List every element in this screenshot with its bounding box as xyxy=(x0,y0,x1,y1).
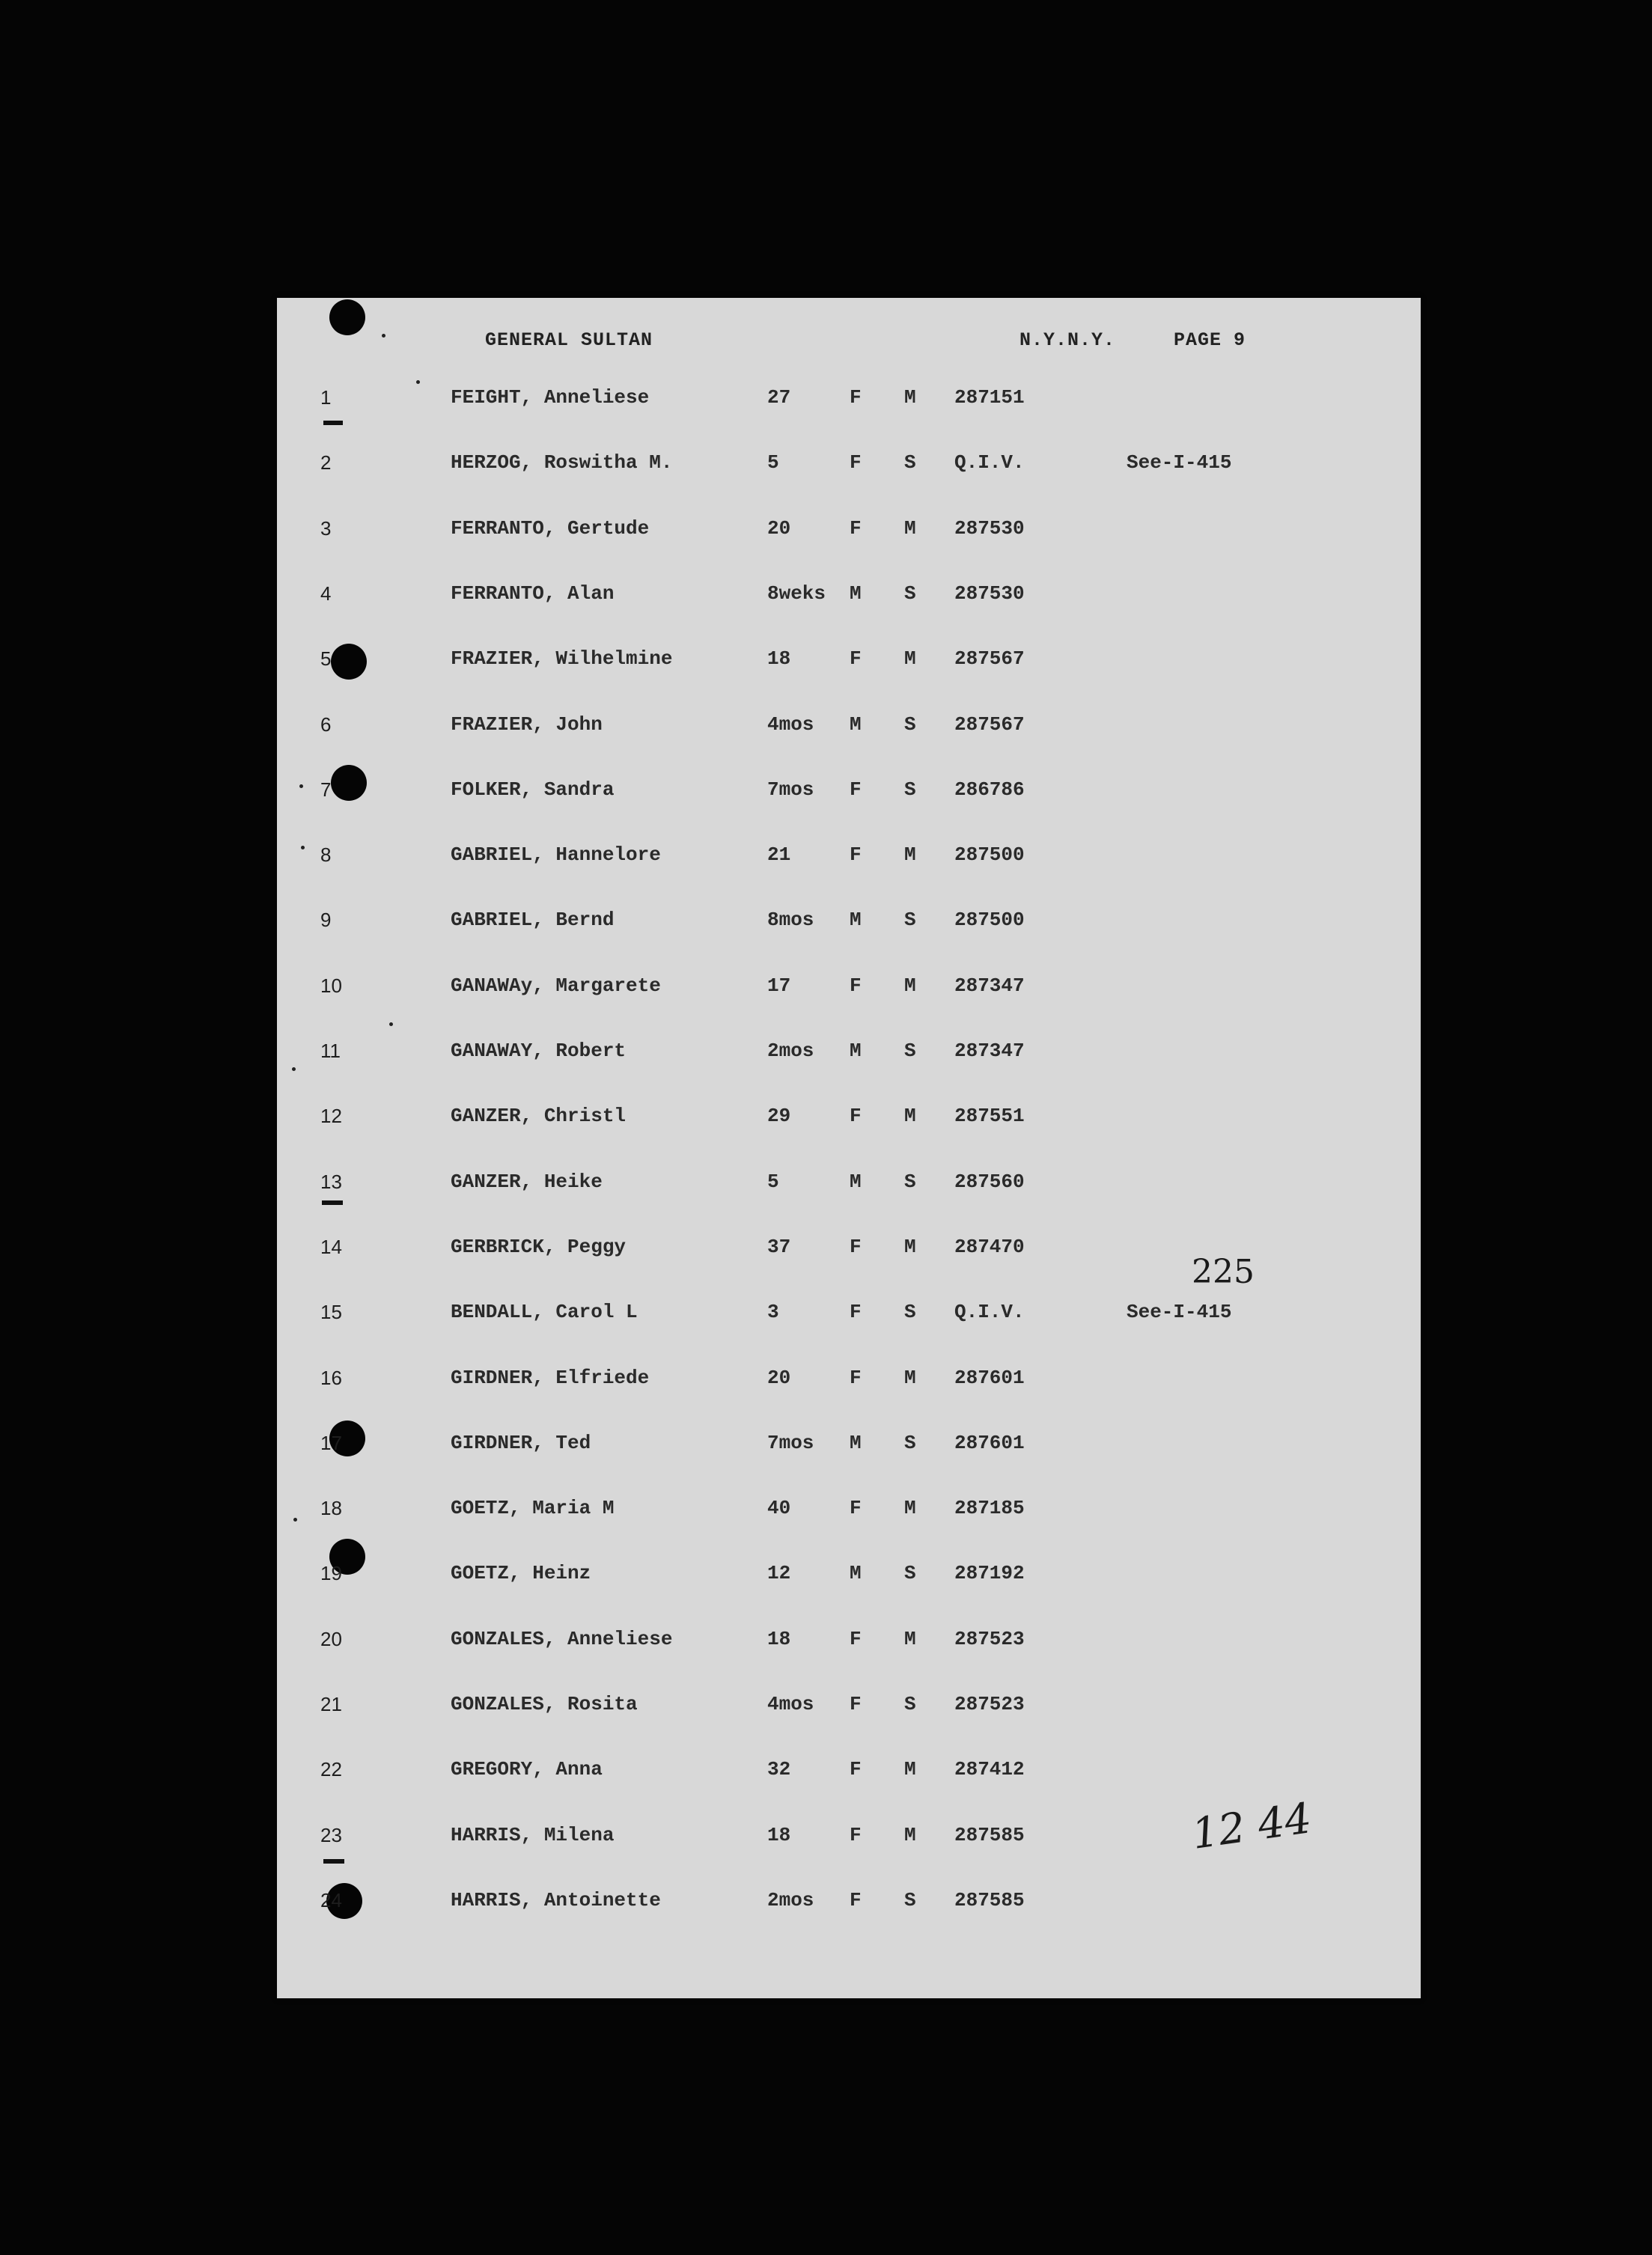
line-number: 7 xyxy=(320,778,332,801)
cross-reference-note: See-I-415 xyxy=(1127,1301,1232,1324)
passenger-sex: M xyxy=(850,1562,862,1585)
certificate-number: 287523 xyxy=(954,1627,1025,1650)
passenger-age: 5 xyxy=(767,1170,779,1193)
table-row xyxy=(277,386,1421,416)
marital-status: S xyxy=(904,778,916,801)
marital-status: M xyxy=(904,516,916,540)
passenger-sex: F xyxy=(850,516,862,540)
table-row xyxy=(277,1171,1421,1200)
certificate-number: 287523 xyxy=(954,1693,1025,1715)
passenger-name: GOETZ, Heinz xyxy=(451,1562,591,1585)
certificate-number: 287192 xyxy=(954,1562,1025,1585)
passenger-sex: F xyxy=(850,1627,862,1650)
scan-speck xyxy=(382,334,385,338)
table-row xyxy=(277,647,1421,677)
passenger-age: 18 xyxy=(767,1823,791,1846)
certificate-number: 287500 xyxy=(954,843,1025,867)
line-number: 22 xyxy=(320,1758,342,1781)
table-row xyxy=(277,1040,1421,1069)
passenger-sex: F xyxy=(850,974,862,997)
marital-status: S xyxy=(904,1301,916,1324)
marital-status: M xyxy=(904,1758,916,1781)
marital-status: M xyxy=(904,647,916,671)
passenger-sex: F xyxy=(850,451,862,475)
manifest-page xyxy=(277,298,1421,1998)
certificate-number: 287412 xyxy=(954,1758,1025,1781)
passenger-age: 32 xyxy=(767,1758,791,1781)
line-number: 3 xyxy=(320,516,332,540)
line-number: 2 xyxy=(320,451,332,475)
table-row xyxy=(277,1432,1421,1462)
passenger-name: GIRDNER, Elfriede xyxy=(451,1366,650,1389)
line-number: 18 xyxy=(320,1497,342,1520)
punch-hole xyxy=(329,299,365,335)
line-number: 16 xyxy=(320,1366,342,1389)
line-number: 6 xyxy=(320,712,332,736)
certificate-number: 287567 xyxy=(954,647,1025,671)
marital-status: M xyxy=(904,1497,916,1520)
marital-status: S xyxy=(904,451,916,475)
certificate-number: 286786 xyxy=(954,778,1025,801)
passenger-name: GERBRICK, Peggy xyxy=(451,1235,627,1258)
passenger-name: GREGORY, Anna xyxy=(451,1758,603,1781)
certificate-number: Q.I.V. xyxy=(954,1301,1025,1324)
passenger-name: GONZALES, Rosita xyxy=(451,1693,638,1715)
table-row xyxy=(277,1367,1421,1397)
line-number: 10 xyxy=(320,974,342,997)
passenger-name: BENDALL, Carol L xyxy=(451,1301,638,1324)
marital-status: S xyxy=(904,1693,916,1715)
scan-dash xyxy=(323,421,343,425)
table-row xyxy=(277,778,1421,808)
passenger-sex: M xyxy=(850,1040,862,1062)
passenger-age: 2mos xyxy=(767,1040,814,1062)
passenger-name: HARRIS, Antoinette xyxy=(451,1888,661,1911)
passenger-age: 20 xyxy=(767,516,791,540)
handwritten-count: 225 xyxy=(1192,1253,1255,1291)
passenger-sex: F xyxy=(850,778,862,801)
line-number: 8 xyxy=(320,843,332,867)
line-number: 13 xyxy=(320,1170,342,1193)
certificate-number: 287530 xyxy=(954,582,1025,605)
line-number: 24 xyxy=(320,1888,342,1911)
passenger-sex: M xyxy=(850,909,862,932)
handwritten-mark: 12 44 xyxy=(1189,1794,1315,1859)
line-number: 5 xyxy=(320,647,332,671)
passenger-sex: F xyxy=(850,647,862,671)
marital-status: M xyxy=(904,1366,916,1389)
certificate-number: 287500 xyxy=(954,909,1025,932)
passenger-name: GABRIEL, Hannelore xyxy=(451,843,661,867)
scan-speck xyxy=(389,1022,393,1026)
certificate-number: 287567 xyxy=(954,712,1025,736)
passenger-age: 18 xyxy=(767,647,791,671)
passenger-sex: F xyxy=(850,1235,862,1258)
passenger-name: HARRIS, Milena xyxy=(451,1823,615,1846)
marital-status: M xyxy=(904,1105,916,1128)
line-number: 23 xyxy=(320,1823,342,1846)
scan-dash xyxy=(323,1859,344,1864)
table-row xyxy=(277,843,1421,873)
passenger-sex: M xyxy=(850,712,862,736)
marital-status: S xyxy=(904,1431,916,1454)
passenger-name: FERRANTO, Alan xyxy=(451,582,615,605)
table-row xyxy=(277,909,1421,939)
passenger-age: 7mos xyxy=(767,778,814,801)
certificate-number: 287585 xyxy=(954,1888,1025,1911)
passenger-age: 27 xyxy=(767,386,791,409)
table-row xyxy=(277,1497,1421,1527)
certificate-number: 287470 xyxy=(954,1235,1025,1258)
passenger-name: FRAZIER, John xyxy=(451,712,603,736)
passenger-age: 4mos xyxy=(767,712,814,736)
table-row xyxy=(277,1889,1421,1919)
passenger-name: FOLKER, Sandra xyxy=(451,778,615,801)
passenger-sex: F xyxy=(850,1888,862,1911)
line-number: 12 xyxy=(320,1105,342,1128)
passenger-name: GANAWAY, Robert xyxy=(451,1040,627,1062)
table-row xyxy=(277,1758,1421,1788)
marital-status: M xyxy=(904,843,916,867)
ship-name: GENERAL SULTAN xyxy=(485,329,653,351)
passenger-sex: F xyxy=(850,1758,862,1781)
marital-status: M xyxy=(904,974,916,997)
passenger-age: 40 xyxy=(767,1497,791,1520)
marital-status: S xyxy=(904,1040,916,1062)
table-row xyxy=(277,1628,1421,1658)
line-number: 14 xyxy=(320,1235,342,1258)
marital-status: S xyxy=(904,1562,916,1585)
passenger-age: 37 xyxy=(767,1235,791,1258)
passenger-age: 5 xyxy=(767,451,779,475)
marital-status: S xyxy=(904,909,916,932)
certificate-number: 287185 xyxy=(954,1497,1025,1520)
line-number: 21 xyxy=(320,1693,342,1715)
passenger-age: 8weks xyxy=(767,582,826,605)
passenger-age: 20 xyxy=(767,1366,791,1389)
page-number: PAGE 9 xyxy=(1174,329,1246,351)
certificate-number: 287347 xyxy=(954,1040,1025,1062)
marital-status: M xyxy=(904,1823,916,1846)
line-number: 19 xyxy=(320,1562,342,1585)
table-row xyxy=(277,582,1421,612)
line-number: 11 xyxy=(320,1040,341,1062)
table-row xyxy=(277,1693,1421,1723)
line-number: 17 xyxy=(320,1431,342,1454)
passenger-sex: F xyxy=(850,386,862,409)
line-number: 1 xyxy=(320,386,332,409)
passenger-sex: F xyxy=(850,1693,862,1715)
certificate-number: 287585 xyxy=(954,1823,1025,1846)
passenger-age: 2mos xyxy=(767,1888,814,1911)
table-row xyxy=(277,713,1421,743)
passenger-sex: F xyxy=(850,1823,862,1846)
passenger-sex: M xyxy=(850,1170,862,1193)
passenger-sex: F xyxy=(850,1105,862,1128)
table-row xyxy=(277,1562,1421,1592)
passenger-name: FRAZIER, Wilhelmine xyxy=(451,647,673,671)
passenger-sex: F xyxy=(850,1366,862,1389)
marital-status: S xyxy=(904,1170,916,1193)
table-row xyxy=(277,1105,1421,1135)
passenger-age: 12 xyxy=(767,1562,791,1585)
certificate-number: 287601 xyxy=(954,1366,1025,1389)
passenger-sex: F xyxy=(850,1301,862,1324)
passenger-age: 4mos xyxy=(767,1693,814,1715)
line-number: 20 xyxy=(320,1627,342,1650)
passenger-sex: F xyxy=(850,1497,862,1520)
passenger-age: 17 xyxy=(767,974,791,997)
passenger-name: GABRIEL, Bernd xyxy=(451,909,615,932)
passenger-age: 7mos xyxy=(767,1431,814,1454)
passenger-name: GOETZ, Maria M xyxy=(451,1497,615,1520)
marital-status: S xyxy=(904,582,916,605)
marital-status: S xyxy=(904,712,916,736)
marital-status: M xyxy=(904,386,916,409)
passenger-name: GANZER, Heike xyxy=(451,1170,603,1193)
passenger-name: GIRDNER, Ted xyxy=(451,1431,591,1454)
passenger-sex: F xyxy=(850,843,862,867)
passenger-name: GANAWAy, Margarete xyxy=(451,974,661,997)
marital-status: S xyxy=(904,1888,916,1911)
passenger-name: HERZOG, Roswitha M. xyxy=(451,451,673,475)
cross-reference-note: See-I-415 xyxy=(1127,451,1232,475)
scan-speck xyxy=(416,380,420,384)
table-row xyxy=(277,974,1421,1004)
marital-status: M xyxy=(904,1235,916,1258)
certificate-number: 287347 xyxy=(954,974,1025,997)
line-number: 4 xyxy=(320,582,332,605)
passenger-name: FEIGHT, Anneliese xyxy=(451,386,650,409)
certificate-number: Q.I.V. xyxy=(954,451,1025,475)
passenger-age: 3 xyxy=(767,1301,779,1324)
certificate-number: 287151 xyxy=(954,386,1025,409)
certificate-number: 287551 xyxy=(954,1105,1025,1128)
table-row xyxy=(277,1301,1421,1331)
scan-dash xyxy=(322,1200,343,1205)
passenger-age: 8mos xyxy=(767,909,814,932)
passenger-name: FERRANTO, Gertude xyxy=(451,516,650,540)
passenger-age: 18 xyxy=(767,1627,791,1650)
table-row xyxy=(277,517,1421,547)
certificate-number: 287560 xyxy=(954,1170,1025,1193)
passenger-name: GONZALES, Anneliese xyxy=(451,1627,673,1650)
passenger-age: 21 xyxy=(767,843,791,867)
certificate-number: 287530 xyxy=(954,516,1025,540)
table-row xyxy=(277,451,1421,481)
passenger-name: GANZER, Christl xyxy=(451,1105,627,1128)
marital-status: M xyxy=(904,1627,916,1650)
port-name: N.Y.N.Y. xyxy=(1019,329,1116,351)
certificate-number: 287601 xyxy=(954,1431,1025,1454)
passenger-sex: M xyxy=(850,1431,862,1454)
passenger-sex: M xyxy=(850,582,862,605)
passenger-age: 29 xyxy=(767,1105,791,1128)
line-number: 15 xyxy=(320,1301,342,1324)
line-number: 9 xyxy=(320,909,332,932)
